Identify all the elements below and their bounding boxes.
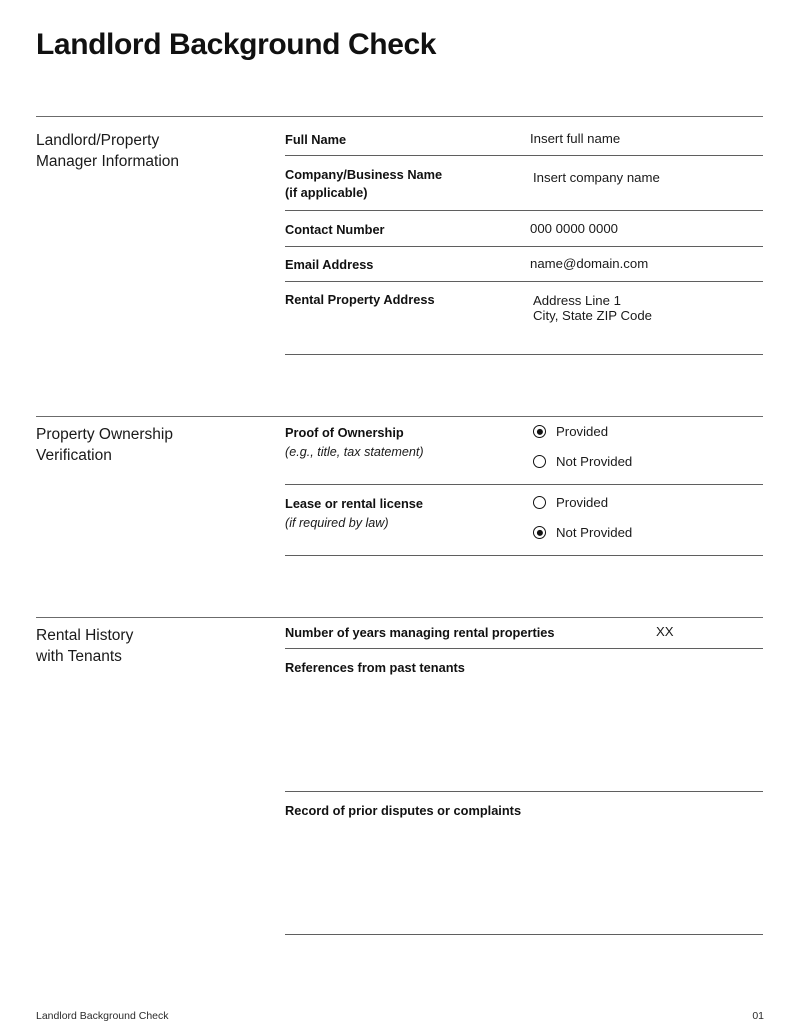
radio-label-proof-provided: Provided	[556, 424, 609, 439]
field-rule-company-name	[285, 210, 763, 211]
field-sublabel-proof-of-ownership: (e.g., title, tax statement)	[285, 445, 424, 459]
section-label-line-2: Verification	[36, 447, 112, 464]
section-label-line-1: Landlord/Property	[36, 132, 160, 149]
field-label-proof-of-ownership: Proof of Ownership	[285, 425, 404, 440]
field-value-full-name[interactable]: Insert full name	[530, 131, 621, 146]
radio-label-license-not-provided: Not Provided	[556, 525, 633, 540]
field-value-email-address[interactable]: name@domain.com	[530, 256, 649, 271]
section-top-rule-3	[36, 617, 763, 618]
section-label-line-1: Property Ownership	[36, 426, 173, 443]
field-rule-references-past-tenants	[285, 791, 763, 792]
page-title: Landlord Background Check	[36, 28, 437, 61]
radio-option-license-provided[interactable]	[533, 495, 608, 510]
field-label-email-address: Email Address	[285, 257, 374, 272]
field-value-prior-disputes[interactable]	[285, 827, 763, 927]
field-label-contact-number: Contact Number	[285, 222, 385, 237]
radio-icon-selected[interactable]	[533, 425, 546, 438]
radio-label-license-provided: Provided	[556, 495, 609, 510]
field-label-references-past-tenants: References from past tenants	[285, 660, 465, 675]
field-value-years-managing[interactable]: XX	[656, 624, 674, 639]
field-label-years-managing: Number of years managing rental properties	[285, 625, 555, 640]
section-label-line-2: Manager Information	[36, 153, 180, 170]
footer-page-number: 01	[752, 1010, 764, 1022]
radio-option-proof-not-provided[interactable]	[533, 454, 632, 469]
field-label-company-name-note: (if applicable)	[285, 185, 368, 200]
section-label-landlord-info	[36, 130, 276, 172]
field-rule-full-name	[285, 155, 763, 156]
section-top-rule-2	[36, 416, 763, 417]
radio-option-proof-provided[interactable]	[533, 424, 608, 439]
field-label-full-name: Full Name	[285, 132, 347, 147]
field-rule-proof-of-ownership	[285, 484, 763, 485]
field-rule-email-address	[285, 281, 763, 282]
field-rule-years-managing	[285, 648, 763, 649]
section-label-rental-history	[36, 625, 276, 667]
field-label-company-name: Company/Business Name	[285, 167, 443, 182]
section-label-line-1: Rental History	[36, 627, 134, 644]
radio-icon-unselected[interactable]	[533, 455, 546, 468]
field-value-rental-property-address-line-2[interactable]: City, State ZIP Code	[533, 308, 652, 323]
radio-option-license-not-provided[interactable]	[533, 525, 632, 540]
radio-label-proof-not-provided: Not Provided	[556, 454, 633, 469]
radio-icon-selected[interactable]	[533, 526, 546, 539]
field-label-lease-or-rental-license: Lease or rental license	[285, 496, 423, 511]
radio-icon-unselected[interactable]	[533, 496, 546, 509]
field-value-contact-number[interactable]: 000 0000 0000	[530, 221, 619, 236]
field-rule-prior-disputes	[285, 934, 763, 935]
section-top-rule-1	[36, 116, 763, 117]
field-label-prior-disputes: Record of prior disputes or complaints	[285, 803, 522, 818]
field-value-company-name[interactable]: Insert company name	[533, 170, 660, 185]
field-rule-rental-property-address	[285, 354, 763, 355]
section-label-property-ownership	[36, 424, 276, 466]
field-value-references-past-tenants[interactable]	[285, 684, 763, 784]
field-value-rental-property-address-line-1[interactable]: Address Line 1	[533, 293, 621, 308]
section-label-line-2: with Tenants	[36, 648, 122, 665]
field-sublabel-lease-or-rental-license: (if required by law)	[285, 516, 389, 530]
footer-document-name: Landlord Background Check	[36, 1010, 169, 1022]
field-rule-lease-or-rental-license	[285, 555, 763, 556]
field-rule-contact-number	[285, 246, 763, 247]
field-label-rental-property-address: Rental Property Address	[285, 292, 435, 307]
